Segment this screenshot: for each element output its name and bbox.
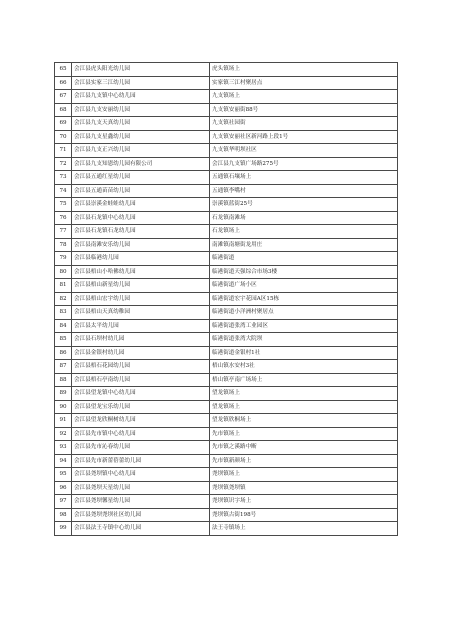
row-number: 76 (55, 211, 72, 225)
kindergarten-name: 会江县梧山天真幼稚园 (72, 306, 210, 320)
kindergarten-address: 梧山镇水安村3社 (210, 360, 398, 374)
kindergarten-address: 临港街道 (210, 252, 398, 266)
table-row (55, 333, 398, 347)
kindergarten-address: 五通镇李嘴村 (210, 184, 398, 198)
kindergarten-address: 临港街道张湾工业园区 (210, 319, 398, 333)
row-number: 98 (55, 508, 72, 522)
row-number: 75 (55, 198, 72, 212)
kindergarten-address: 虎头镇场上 (210, 63, 398, 77)
kindergarten-name: 会江县九支星鑫幼儿园 (72, 130, 210, 144)
kindergarten-name: 会江县临港幼儿园 (72, 252, 210, 266)
table-row (55, 103, 398, 117)
row-number: 91 (55, 414, 72, 428)
kindergarten-name: 会江县尧坝尧坝社区幼儿园 (72, 508, 210, 522)
table-row (55, 522, 398, 536)
table-row (55, 400, 398, 414)
row-number: 78 (55, 238, 72, 252)
row-number: 70 (55, 130, 72, 144)
kindergarten-address: 九支镇场上 (210, 90, 398, 104)
table-row (55, 63, 398, 77)
kindergarten-address: 尧坝镇古街198号 (210, 508, 398, 522)
table-row (55, 238, 398, 252)
table-body (55, 63, 398, 536)
kindergarten-name: 会江县尧坝镇中心幼儿园 (72, 468, 210, 482)
row-number: 83 (55, 306, 72, 320)
row-number: 94 (55, 454, 72, 468)
kindergarten-name: 会江县石龙镇中心幼儿园 (72, 211, 210, 225)
row-number: 69 (55, 117, 72, 131)
kindergarten-name: 会江县九支天真幼儿园 (72, 117, 210, 131)
kindergarten-address: 石龙镇场上 (210, 225, 398, 239)
table-row (55, 508, 398, 522)
kindergarten-name: 会江县五通苗苗幼儿园 (72, 184, 210, 198)
kindergarten-name: 会江县尧坝天星幼儿园 (72, 481, 210, 495)
kindergarten-address: 法王寺镇场上 (210, 522, 398, 536)
table-row (55, 117, 398, 131)
kindergarten-name: 会江县尧坝馨星幼儿园 (72, 495, 210, 509)
table-row (55, 252, 398, 266)
row-number: 86 (55, 346, 72, 360)
kindergarten-name: 会江县梧山小哈佛幼儿园 (72, 265, 210, 279)
table-row (55, 360, 398, 374)
row-number: 81 (55, 279, 72, 293)
table-row (55, 90, 398, 104)
table-row (55, 481, 398, 495)
table-row (55, 292, 398, 306)
table-row (55, 427, 398, 441)
kindergarten-name: 会江县金银村幼儿园 (72, 346, 210, 360)
kindergarten-name: 会江县九支正兴幼儿园 (72, 144, 210, 158)
kindergarten-address: 九支镇安丽街88号 (210, 103, 398, 117)
kindergarten-name: 会江县先市沁春幼儿园 (72, 441, 210, 455)
table-row (55, 441, 398, 455)
table-row (55, 373, 398, 387)
table-row (55, 468, 398, 482)
kindergarten-name: 会江县望龙镇中心幼儿园 (72, 387, 210, 401)
table-row (55, 225, 398, 239)
kindergarten-name: 会江县九支镇中心幼儿园 (72, 90, 210, 104)
table-row (55, 171, 398, 185)
kindergarten-name: 会江县梧山宏宇幼儿园 (72, 292, 210, 306)
row-number: 82 (55, 292, 72, 306)
table-row (55, 144, 398, 158)
table-row (55, 265, 398, 279)
table-row (55, 387, 398, 401)
row-number: 93 (55, 441, 72, 455)
kindergarten-name: 会江县九支安丽幼儿园 (72, 103, 210, 117)
kindergarten-name: 会江县南滩安乐幼儿园 (72, 238, 210, 252)
kindergarten-address: 先市镇场上 (210, 427, 398, 441)
row-number: 97 (55, 495, 72, 509)
row-number: 87 (55, 360, 72, 374)
kindergarten-name: 会江县实家三江幼儿园 (72, 76, 210, 90)
kindergarten-name: 会江县先市新蕾蓓蕾幼儿园 (72, 454, 210, 468)
table-row (55, 346, 398, 360)
row-number: 68 (55, 103, 72, 117)
kindergarten-address: 崇溪镇蓝街25号 (210, 198, 398, 212)
kindergarten-name: 会江县法王寺镇中心幼儿园 (72, 522, 210, 536)
table-row (55, 414, 398, 428)
kindergarten-address: 望龙镇场上 (210, 387, 398, 401)
row-number: 89 (55, 387, 72, 401)
kindergarten-address: 望龙镇场上 (210, 400, 398, 414)
kindergarten-address: 临港街道张湾大院坝 (210, 333, 398, 347)
kindergarten-address: 望龙镇欣桐场上 (210, 414, 398, 428)
row-number: 99 (55, 522, 72, 536)
row-number: 92 (55, 427, 72, 441)
table-row (55, 279, 398, 293)
kindergarten-address: 九支镇社园街 (210, 117, 398, 131)
table-row (55, 211, 398, 225)
row-number: 72 (55, 157, 72, 171)
kindergarten-address: 梧山镇亭南广场场上 (210, 373, 398, 387)
row-number: 79 (55, 252, 72, 266)
kindergarten-address: 临港街道金银村1社 (210, 346, 398, 360)
table-row (55, 319, 398, 333)
kindergarten-address: 尧坝镇识字场上 (210, 495, 398, 509)
kindergarten-name: 会江县崇溪金蛙蛙幼儿园 (72, 198, 210, 212)
kindergarten-name: 会江县虎头阳光幼儿园 (72, 63, 210, 77)
kindergarten-name: 会江县先市镇中心幼儿园 (72, 427, 210, 441)
kindergarten-address: 九支镇安丽社区新河路上段1号 (210, 130, 398, 144)
table-row (55, 184, 398, 198)
kindergarten-address: 会江县九支镇广场路275号 (210, 157, 398, 171)
kindergarten-name: 会江县九支知恩幼儿园有限公司 (72, 157, 210, 171)
table-row (55, 157, 398, 171)
row-number: 74 (55, 184, 72, 198)
kindergarten-address: 五通镇石壤场上 (210, 171, 398, 185)
table-row (55, 130, 398, 144)
kindergarten-address: 临港街道宏宇花园A区15栋 (210, 292, 398, 306)
kindergarten-address: 先市镇之溪路中断 (210, 441, 398, 455)
table-row (55, 454, 398, 468)
kindergarten-table (54, 62, 398, 536)
kindergarten-address: 临港街道小洋洲村聚居点 (210, 306, 398, 320)
row-number: 96 (55, 481, 72, 495)
row-number: 67 (55, 90, 72, 104)
kindergarten-address: 南滩镇南塘街龙用庄 (210, 238, 398, 252)
row-number: 95 (55, 468, 72, 482)
row-number: 84 (55, 319, 72, 333)
kindergarten-address: 尧坝镇尧坝镇 (210, 481, 398, 495)
kindergarten-address: 临港街道天强综合市场3楼 (210, 265, 398, 279)
row-number: 85 (55, 333, 72, 347)
row-number: 73 (55, 171, 72, 185)
table-row (55, 76, 398, 90)
kindergarten-address: 尧坝镇场上 (210, 468, 398, 482)
kindergarten-address: 实家镇三江村聚居点 (210, 76, 398, 90)
kindergarten-name: 会江县梧山新星幼儿园 (72, 279, 210, 293)
kindergarten-address: 石龙镇南滩场 (210, 211, 398, 225)
table-row (55, 495, 398, 509)
kindergarten-name: 会江县望龙宝乐幼儿园 (72, 400, 210, 414)
kindergarten-name: 会江县石龙镇石龙幼儿园 (72, 225, 210, 239)
kindergarten-name: 会江县梧石花园幼儿园 (72, 360, 210, 374)
kindergarten-name: 会江县五通红星幼儿园 (72, 171, 210, 185)
row-number: 66 (55, 76, 72, 90)
kindergarten-name: 会江县石坝村幼儿园 (72, 333, 210, 347)
kindergarten-name: 会江县梧石亭南幼儿园 (72, 373, 210, 387)
kindergarten-address: 先市镇新颜场上 (210, 454, 398, 468)
row-number: 90 (55, 400, 72, 414)
row-number: 71 (55, 144, 72, 158)
table-row (55, 198, 398, 212)
row-number: 77 (55, 225, 72, 239)
kindergarten-address: 临港街道广场小区 (210, 279, 398, 293)
row-number: 80 (55, 265, 72, 279)
row-number: 65 (55, 63, 72, 77)
table-row (55, 306, 398, 320)
row-number: 88 (55, 373, 72, 387)
kindergarten-name: 会江县太平幼儿园 (72, 319, 210, 333)
kindergarten-address: 九支镇华明坝社区 (210, 144, 398, 158)
kindergarten-name: 会江县望龙欣桐树幼儿园 (72, 414, 210, 428)
